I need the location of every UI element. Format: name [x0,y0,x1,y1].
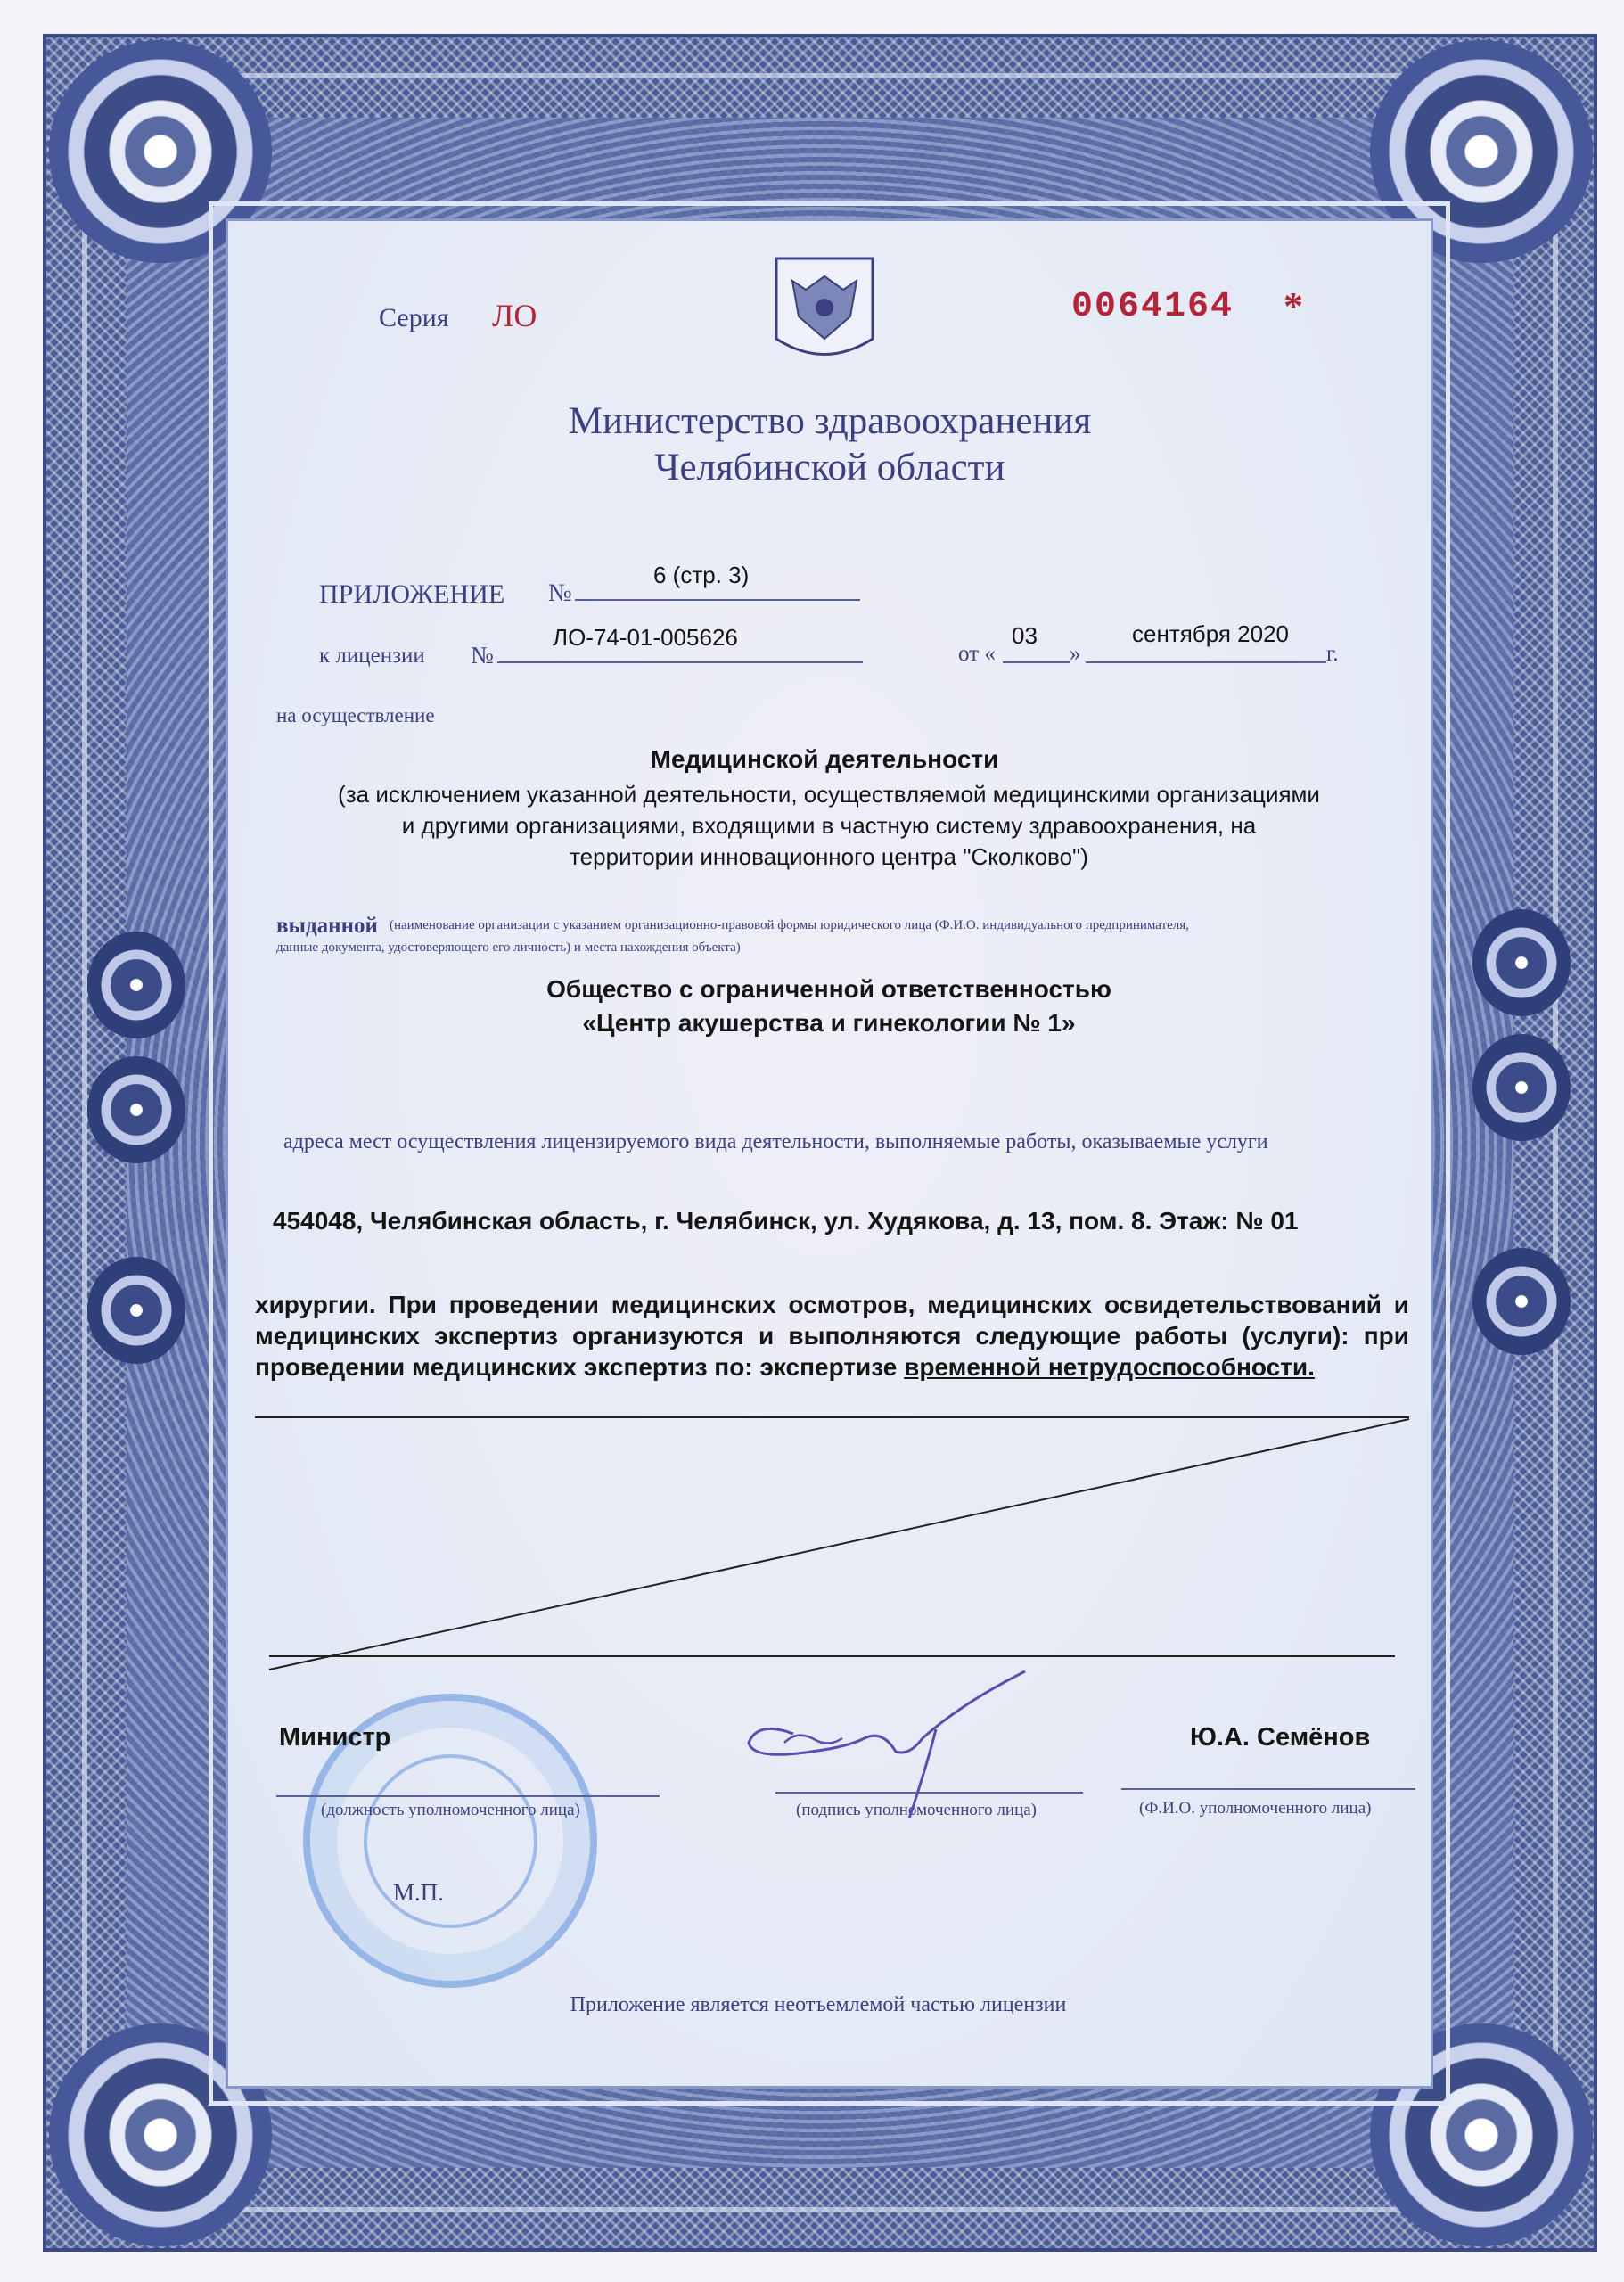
license-label: к лицензии [319,644,425,668]
series-label: Серия [379,303,449,332]
seal-placeholder-label: М.П. [393,1879,445,1906]
license-number: 0064164 [1071,287,1234,327]
activity-desc-line: (за исключением указанной деятельности, осуществляемой медицинскими организациями [338,781,1320,808]
asterisk-mark: * [1284,284,1303,328]
authority-line1: Министерство здравоохранения [568,400,1092,442]
authority-line2: Челябинской области [654,447,1005,488]
appendix-no-sign: № [548,579,572,607]
date-month-year: сентября 2020 [1132,620,1290,647]
date-close-quote: » [1070,642,1081,666]
series-value: ЛО [492,298,537,333]
appendix-label: ПРИЛОЖЕНИЕ [319,579,505,609]
addresses-label: адреса мест осуществления лицензируемого вида деятельности, выполняемые работы, оказываемые услуги [283,1130,1268,1153]
services-text-body: хирургии. При проведении медицинских осмотров, медицинских освидетельствований и медицинских экспертиз организуются и выполняются следующие работы (услуги): при проведении медицинских экспертиз по: экспертизе [255,1291,1409,1381]
name-hint: (Ф.И.О. уполномоченного лица) [1139,1799,1372,1818]
footer-note: Приложение является неотъемлемой частью лицензии [570,1993,1067,2016]
license-no-sign: № [471,642,494,669]
activity-desc-line: и другими организациями, входящими в частную систему здравоохранения, на [401,812,1257,839]
services-text-last: временной нетрудоспособности. [904,1353,1315,1381]
activity-label: на осуществление [276,704,435,726]
organization-name-line1: Общество с ограниченной ответственностью [546,975,1111,1003]
activity-title: Медицинской деятельности [650,745,999,773]
date-day: 03 [1012,622,1038,649]
date-from-label: от « [958,642,996,666]
position-hint: (должность уполномоченного лица) [321,1801,580,1819]
signer-name: Ю.А. Семёнов [1190,1723,1371,1752]
appendix-number: 6 (стр. 3) [653,562,750,588]
address-value: 454048, Челябинская область, г. Челябинск, ул. Худякова, д. 13, пом. 8. Этаж: № 01 [273,1207,1299,1235]
issued-hint-line1: (наименование организации с указанием организационно-правовой формы юридического лица (Ф.И.О. индивидуального предпринимателя, [390,918,1189,932]
handwritten-signature [731,1667,1052,1818]
license-ref-number: ЛО-74-01-005626 [553,624,738,651]
date-year-suffix: г. [1326,642,1339,666]
activity-desc-line: территории инновационного центра "Сколково") [570,843,1088,870]
issued-hint-line2: данные документа, удостоверяющего его личность) и места нахождения объекта) [276,940,741,955]
signer-position: Министр [279,1723,391,1752]
organization-name-line2: «Центр акушерства и гинекологии № 1» [582,1009,1076,1037]
issued-label: выданной [276,914,378,938]
signature-hint: (подпись уполномоченного лица) [796,1801,1038,1819]
